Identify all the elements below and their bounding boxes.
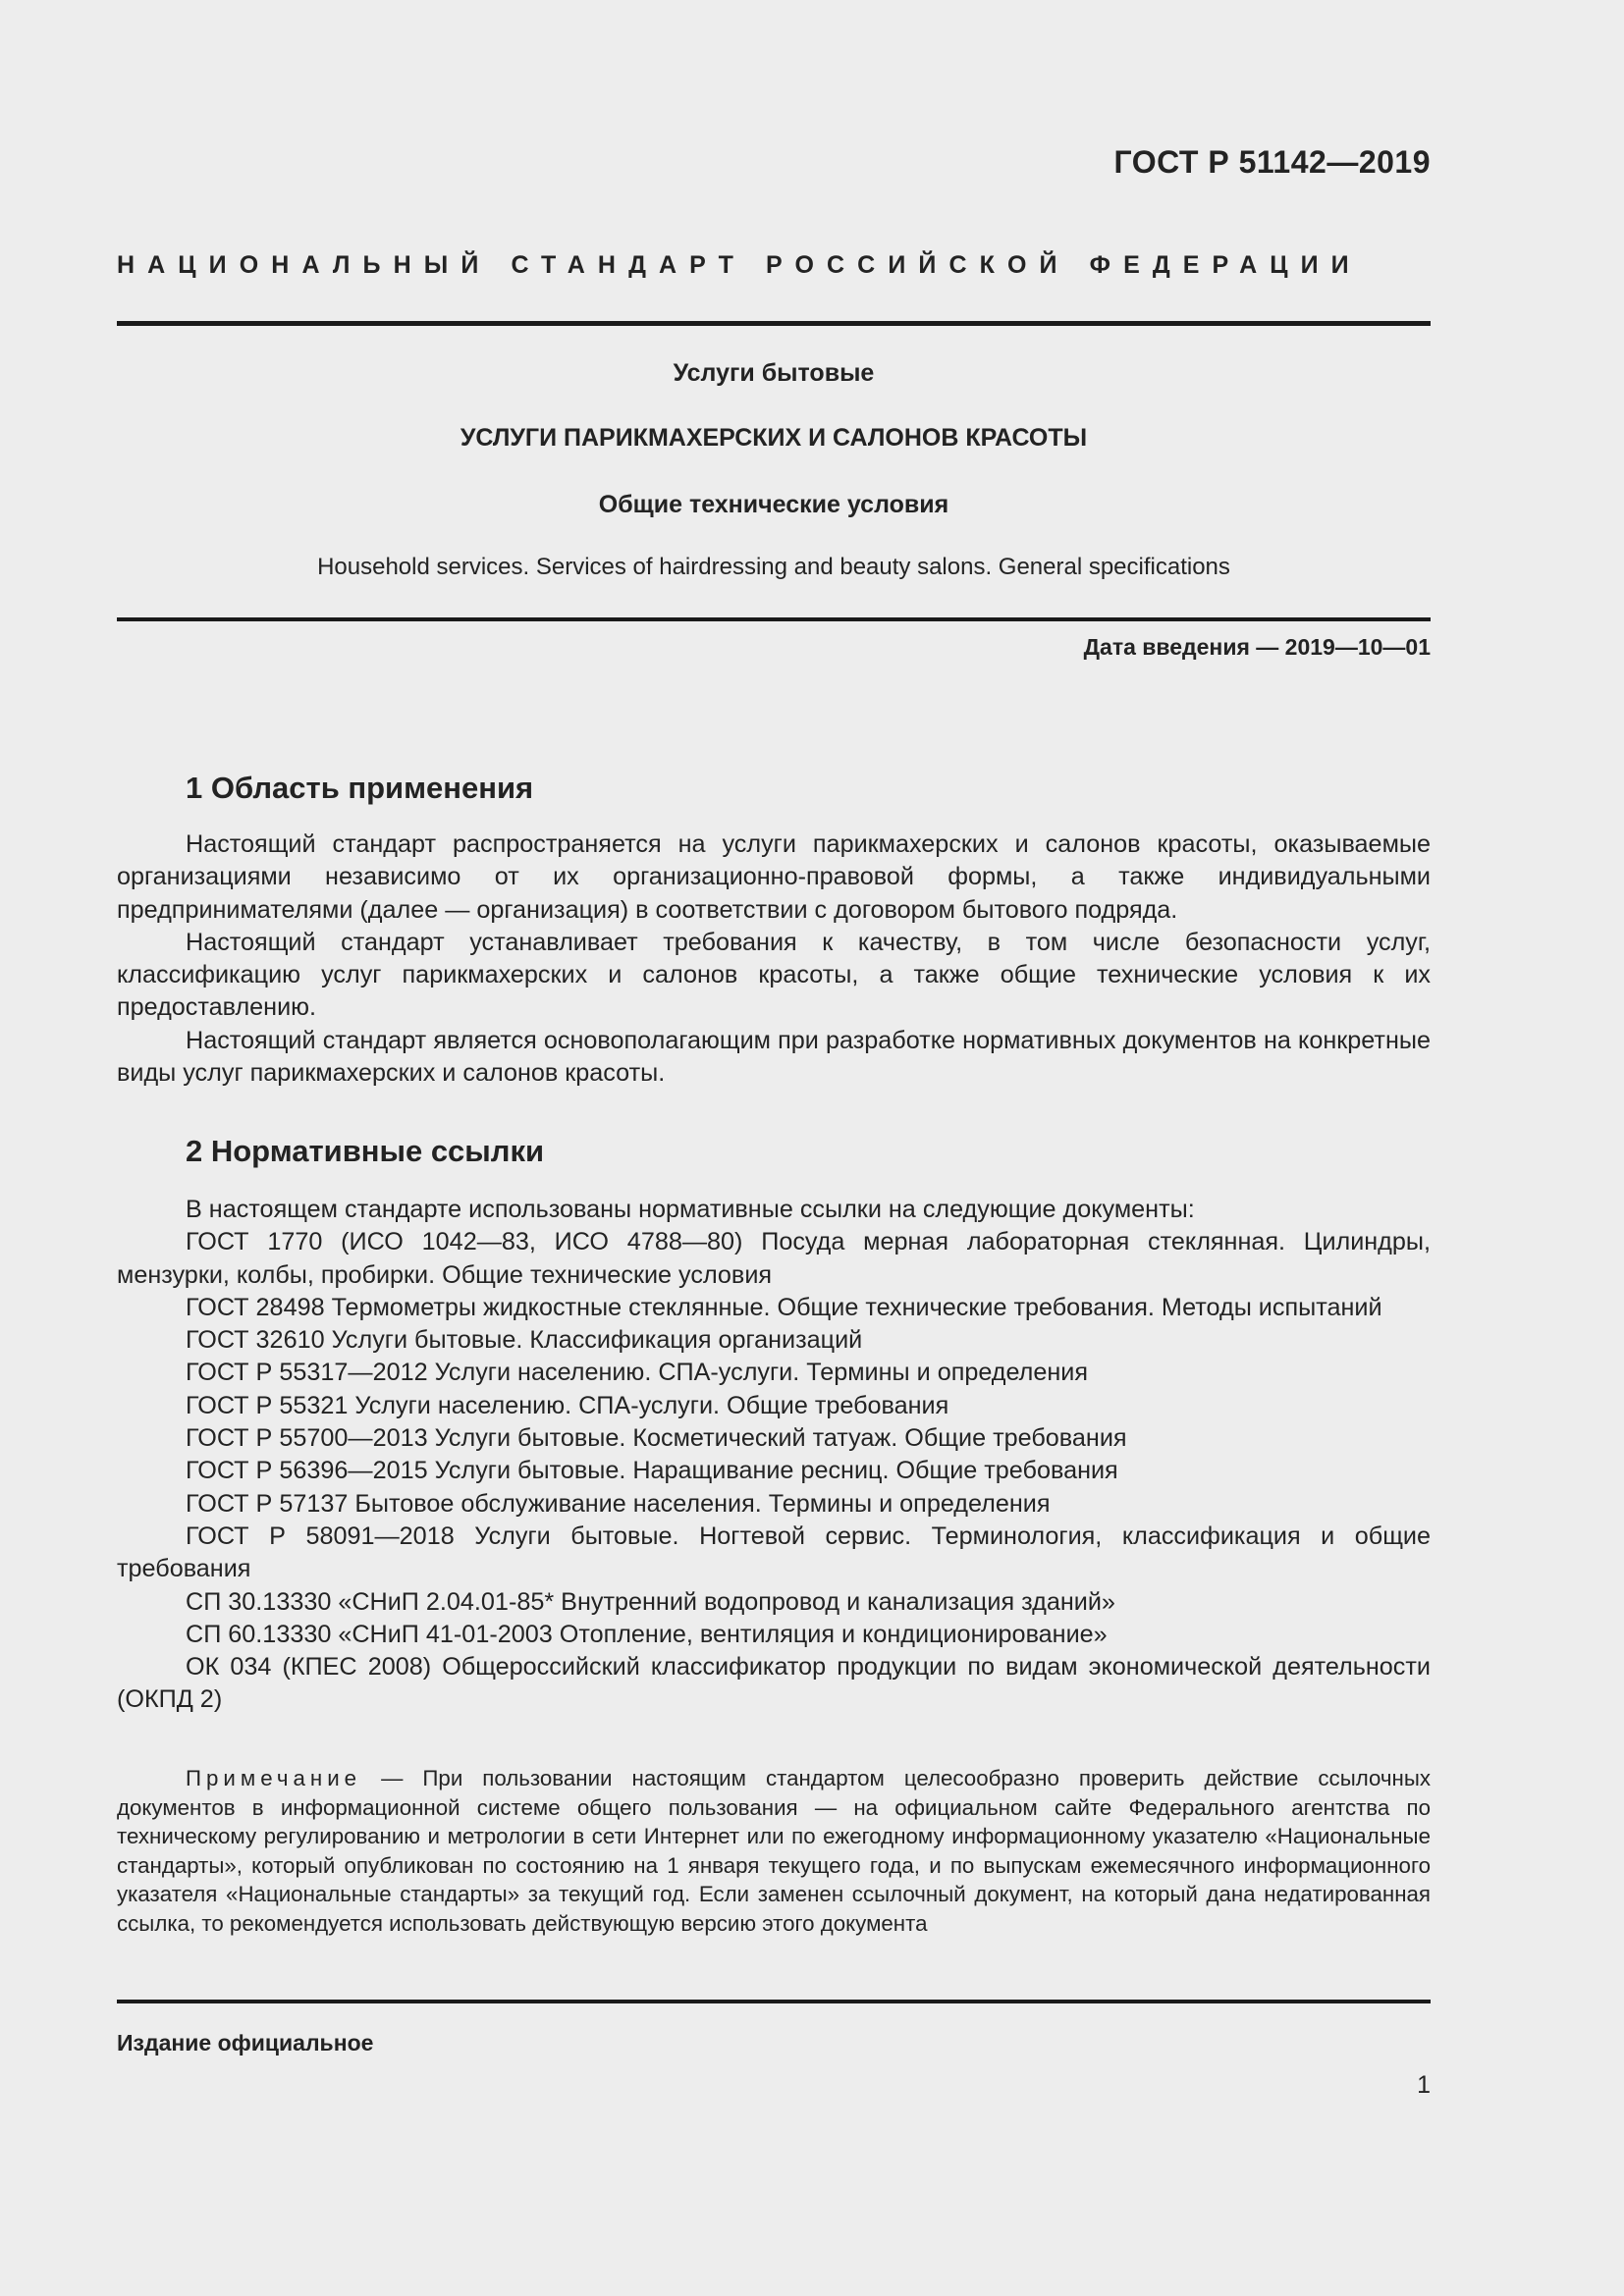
section-1-paragraph: Настоящий стандарт является основополагающим при разработке нормативных документов на конкретные виды услуг парикмахерских и салонов красоты.: [117, 1026, 1431, 1088]
reference-item: ГОСТ 32610 Услуги бытовые. Классификация организаций: [186, 1326, 863, 1355]
title-english: Household services. Services of hairdressing and beauty salons. General specifications: [317, 554, 1230, 580]
official-edition-label: Издание официальное: [117, 2030, 374, 2056]
reference-item: СП 30.13330 «СНиП 2.04.01-85* Внутренний водопровод и канализация зданий»: [186, 1587, 1115, 1616]
note-text: — При пользовании настоящим стандартом целесообразно проверить действие ссылочных документов в информационной системе общего пользования — на официальном сайте Федерального агентства по техническому регулированию и метрологии в сети Интернет или по ежегодному информационному указателю «Национальные стандарты», который опубликован по состоянию на 1 января текущего года, и по выпускам ежемесячного информационного указателя «Национальные стандарты» за текущий год. Если заменен ссылочный документ, на который дана недатированная ссылка, то рекомендуется использовать действующую версию этого документа: [117, 1766, 1431, 1936]
reference-item: ГОСТ 1770 (ИСО 1042—83, ИСО 4788—80) Посуда мерная лабораторная стеклянная. Цилиндры, мензурки, колбы, пробирки. Общие технические условия: [117, 1228, 1431, 1289]
reference-item: ГОСТ 28498 Термометры жидкостные стеклянные. Общие технические требования. Методы испытаний: [186, 1293, 1382, 1321]
section-1-heading: 1 Область применения: [186, 771, 534, 805]
reference-item: ГОСТ Р 56396—2015 Услуги бытовые. Наращивание ресниц. Общие требования: [186, 1457, 1118, 1485]
note-label: Примечание: [186, 1766, 362, 1790]
reference-item: СП 60.13330 «СНиП 41-01-2003 Отопление, вентиляция и кондиционирование»: [186, 1620, 1108, 1648]
reference-item: ГОСТ Р 55317—2012 Услуги населению. СПА-услуги. Термины и определения: [186, 1359, 1088, 1387]
reference-item: ОК 034 (КПЕС 2008) Общероссийский классификатор продукции по видам экономической деятельности (ОКПД 2): [117, 1653, 1431, 1714]
section-1-body: [117, 828, 1431, 1090]
reference-item: ГОСТ Р 57137 Бытовое обслуживание населения. Термины и определения: [186, 1489, 1051, 1518]
title-category: Услуги бытовые: [673, 359, 875, 387]
page-number: 1: [1417, 2071, 1431, 2099]
title-subtitle: Общие технические условия: [598, 491, 949, 518]
middle-rule: [117, 617, 1431, 621]
national-standard-banner: НАЦИОНАЛЬНЫЙ СТАНДАРТ РОССИЙСКОЙ ФЕДЕРАЦИИ: [117, 251, 1362, 279]
intro-date: Дата введения — 2019—10—01: [1083, 634, 1431, 660]
reference-item: ГОСТ Р 58091—2018 Услуги бытовые. Ногтевой сервис. Терминология, классификация и общие требования: [117, 1522, 1431, 1583]
section-2-heading: 2 Нормативные ссылки: [186, 1134, 545, 1168]
bottom-rule: [117, 2000, 1431, 2003]
title-main: УСЛУГИ ПАРИКМАХЕРСКИХ И САЛОНОВ КРАСОТЫ: [460, 424, 1088, 452]
references-note: [117, 1764, 1431, 1938]
section-1-paragraph: Настоящий стандарт устанавливает требования к качеству, в том числе безопасности услуг, классификацию услуг парикмахерских и салонов красоты, а также общие технические условия к их предоставлению.: [117, 928, 1431, 1022]
reference-item: ГОСТ Р 55700—2013 Услуги бытовые. Косметический татуаж. Общие требования: [186, 1424, 1127, 1453]
reference-item: ГОСТ Р 55321 Услуги населению. СПА-услуги. Общие требования: [186, 1391, 949, 1419]
section-1-paragraph: Настоящий стандарт распространяется на услуги парикмахерских и салонов красоты, оказываемые организациями независимо от их организационно-правовой формы, а также индивидуальными предпринимателями (далее — организация) в соответствии с договором бытового подряда.: [117, 830, 1431, 924]
top-rule: [117, 321, 1431, 326]
doc-number: ГОСТ Р 51142—2019: [1113, 144, 1431, 180]
section-2-body: [117, 1194, 1431, 1717]
references-intro: В настоящем стандарте использованы нормативные ссылки на следующие документы:: [186, 1196, 1195, 1223]
